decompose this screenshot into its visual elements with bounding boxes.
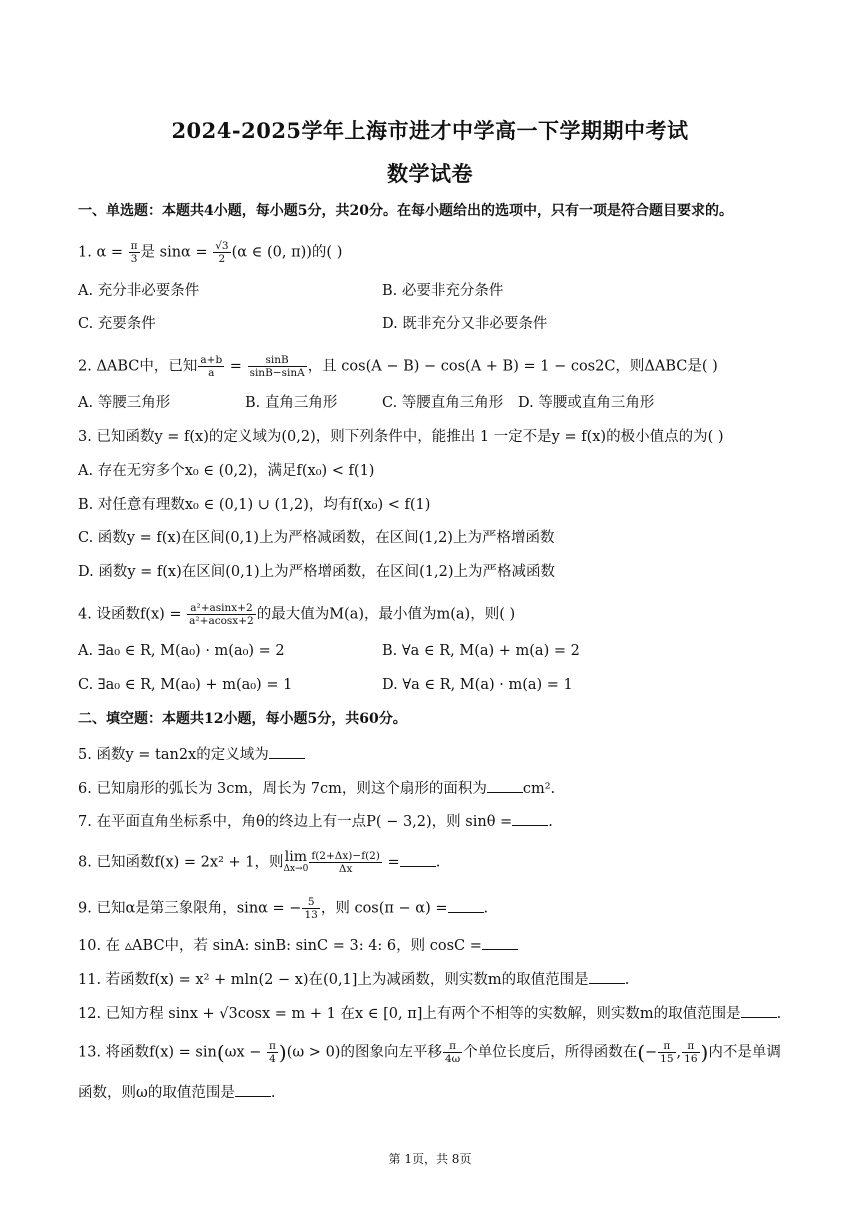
question-6: 6. 已知扇形的弧长为 3cm，周长为 7cm，则这个扇形的面积为 cm². [78,778,555,799]
q4-option-c: C. ∃a₀ ∈ R, M(a₀) + m(a₀) = 1 [78,677,293,693]
q1-option-d: D. 既非充分又非必要条件 [382,316,548,332]
q1-option-b: B. 必要非充分条件 [382,283,504,299]
section2-heading: 二、填空题：本题共12小题，每小题5分，共60分。 [78,711,407,727]
question-13: 13. 将函数f(x) = sin(ωx − $\frac{\pi}{4}$ )(ω > 0)的图象向左平移 $\frac{\pi}{4\omega}$ 个单位长度后，所得函数在(− $\frac{\pi}{15}$ , $\frac{\pi}{16}$ )内不是单调 [78,1040,781,1065]
question-2: 2. ΔABC中，已知 $\frac{a+b}{a}$ = $\frac{\sin B}{\sin B-\sin A}$ ，且 cos(A − B) − cos(A + B) = 1 − cos2C，则ΔABC是( ) [78,354,718,379]
q2-option-b: B. 直角三角形 [245,395,338,411]
question-5: 5. 函数y = tan2x的定义域为 [78,744,305,765]
question-13-line2: 函数，则ω的取值范围是 . [78,1082,275,1103]
answer-blank [512,811,548,826]
q4-option-b: B. ∀a ∈ R, M(a) + m(a) = 2 [382,643,580,659]
answer-blank [448,898,484,913]
q4-option-a: A. ∃a₀ ∈ R, M(a₀) · m(a₀) = 2 [78,643,285,659]
question-8: 8. 已知函数f(x) = 2x² + 1，则 lim Δx→0 $\frac{f(2+\Delta x)-f(2)}{\Delta x}$ = . [78,848,441,875]
page-footer: 第 1页，共 8页 [388,1152,472,1166]
question-12: 12. 已知方程 sinx + √3cosx = m + 1 在x ∈ [0, π]上有两个不相等的实数解，则实数m的取值范围是 . [78,1003,781,1024]
answer-blank [741,1003,777,1018]
question-1: 1. α = $\frac{\pi}{3}$ 是 sinα = $\frac{√3}{2}$ (α ∈ (0, π))的( ) [78,240,343,265]
q1-option-c: C. 充要条件 [78,316,156,332]
question-7: 7. 在平面直角坐标系中，角θ的终边上有一点P( − 3,2)，则 sinθ = . [78,811,553,832]
question-9: 9. 已知α是第三象限角，sinα = − $\frac{5}{13}$ ，则 cos(π − α) = . [78,896,489,921]
q2-option-c: C. 等腰直角三角形 [382,395,504,411]
question-3: 3. 已知函数y = f(x)的定义域为(0,2)，则下列条件中，能推出 1 一定不是y = f(x)的极小值点的为( ) [78,429,724,445]
answer-blank [487,778,523,793]
question-11: 11. 若函数f(x) = x² + mln(2 − x)在(0,1]上为减函数，则实数m的取值范围是 . [78,969,629,990]
exam-title: 2024-2025学年上海市进才中学高一下学期期中考试 [171,118,689,143]
answer-blank [589,969,625,984]
q2-option-d: D. 等腰或直角三角形 [518,395,655,411]
section1-heading: 一、单选题：本题共4小题，每小题5分，共20分。在每小题给出的选项中，只有一项是符合题目要求的。 [78,203,733,219]
q1-option-a: A. 充分非必要条件 [78,283,200,299]
q3-option-a: A. 存在无穷多个x₀ ∈ (0,2)，满足f(x₀) < f(1) [78,463,375,479]
q4-option-d: D. ∀a ∈ R, M(a) · m(a) = 1 [382,677,573,693]
q2-option-a: A. 等腰三角形 [78,395,171,411]
answer-blank [235,1082,271,1097]
answer-blank [400,852,436,867]
q3-option-c: C. 函数y = f(x)在区间(0,1)上为严格减函数，在区间(1,2)上为严格增函数 [78,530,555,546]
exam-subtitle: 数学试卷 [387,161,473,186]
answer-blank [482,935,518,950]
q3-option-d: D. 函数y = f(x)在区间(0,1)上为严格增函数，在区间(1,2)上为严格减函数 [78,564,555,580]
answer-blank [269,744,305,759]
question-4: 4. 设函数f(x) = $\frac{\text{a²+asinx+2}}{\text{a²+acosx+2}}$ 的最大值为M(a)，最小值为m(a)，则( ) [78,602,516,627]
question-10: 10. 在 ▵ABC中，若 sinA: sinB: sinC = 3: 4: 6，则 cosC = [78,935,518,956]
q3-option-b: B. 对任意有理数x₀ ∈ (0,1) ∪ (1,2)，均有f(x₀) < f(1) [78,497,431,513]
